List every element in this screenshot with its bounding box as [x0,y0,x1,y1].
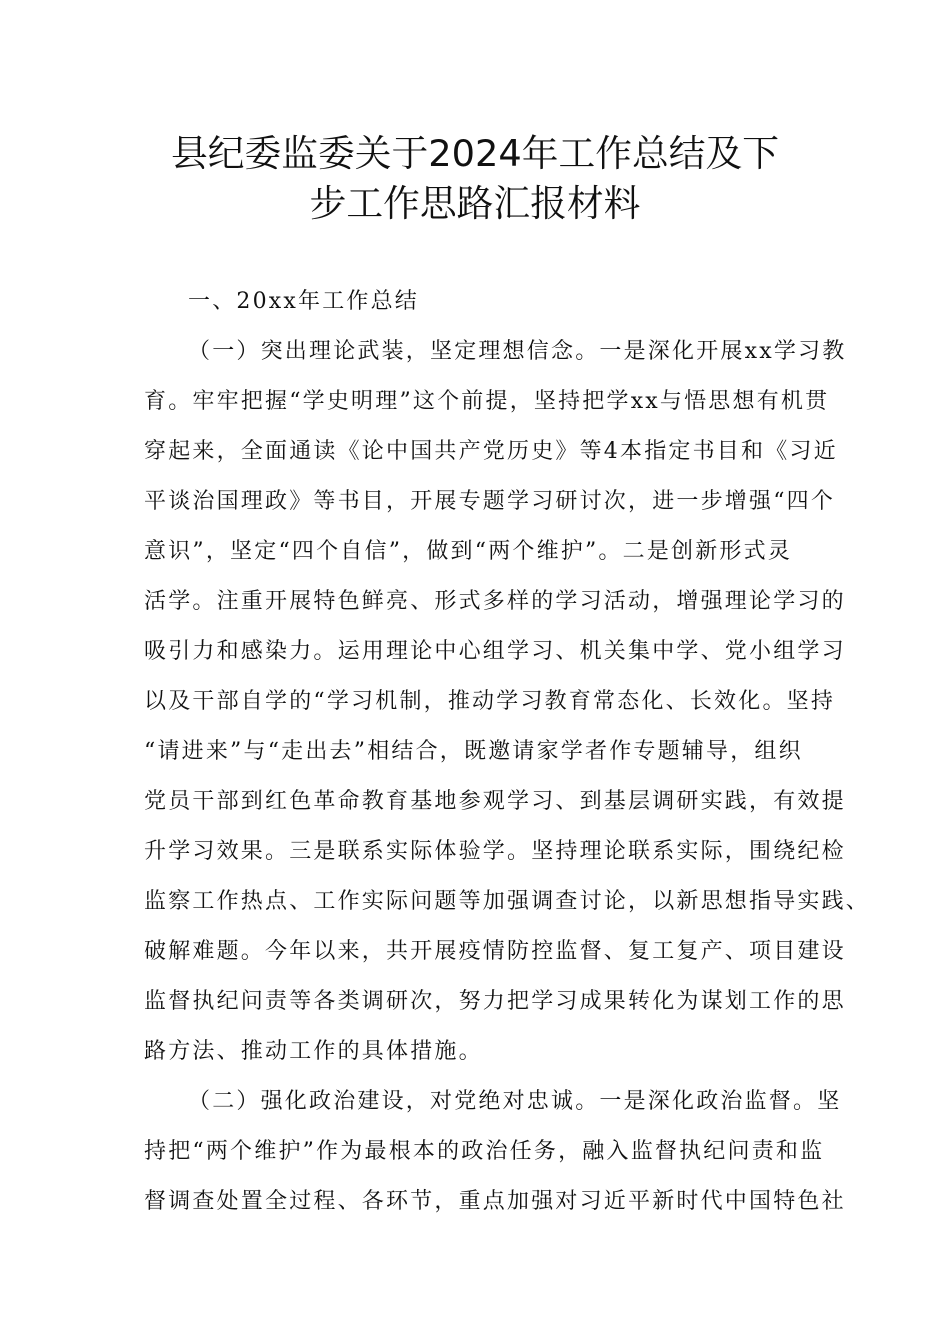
document-title-line-1: 县纪委监委关于2024年工作总结及下 [170,132,780,175]
paragraph1-line: 意识”，坚定“四个自信”，做到“两个维护”。二是创新形式灵 [144,539,793,564]
section-heading: 一、20xx年工作总结 [188,289,420,314]
paragraph1-line: 党员干部到红色革命教育基地参观学习、到基层调研实践，有效提 [144,789,846,814]
paragraph2-line: （二）强化政治建设，对党绝对忠诚。一是深化政治监督。坚 [188,1089,842,1114]
paragraph1-line: （一）突出理论武装，坚定理想信念。一是深化开展xx学习教 [188,339,847,364]
paragraph1-line: 以及干部自学的“学习机制，推动学习教育常态化、长效化。坚持 [144,689,836,714]
paragraph1-line: 升学习效果。三是联系实际体验学。坚持理论联系实际，围绕纪检 [144,839,846,864]
paragraph1-line: “请进来”与“走出去”相结合，既邀请家学者作专题辅导，组织 [144,739,803,764]
paragraph1-line: 育。牢牢把握“学史明理”这个前提，坚持把学xx与悟思想有机贯 [144,389,830,414]
paragraph2-line: 持把“两个维护”作为最根本的政治任务，融入监督执纪问责和监 [144,1139,825,1164]
paragraph1-line: 平谈治国理政》等书目，开展专题学习研讨次，进一步增强“四个 [144,489,836,514]
paragraph1-line: 监察工作热点、工作实际问题等加强调查讨论，以新思想指导实践、 [144,889,871,914]
document-title-line-2: 步工作思路汇报材料 [309,182,641,225]
paragraph2-line: 督调查处置全过程、各环节，重点加强对习近平新时代中国特色社 [144,1189,846,1214]
paragraph1-line: 监督执纪问责等各类调研次，努力把学习成果转化为谋划工作的思 [144,989,846,1014]
paragraph1-line: 路方法、推动工作的具体措施。 [144,1039,483,1064]
paragraph1-line: 破解难题。今年以来，共开展疫情防控监督、复工复产、项目建设 [144,939,846,964]
paragraph1-line: 活学。注重开展特色鲜亮、形式多样的学习活动，增强理论学习的 [144,589,846,614]
paragraph1-line: 吸引力和感染力。运用理论中心组学习、机关集中学、党小组学习 [144,639,846,664]
paragraph1-line: 穿起来，全面通读《论中国共产党历史》等4本指定书目和《习近 [144,439,838,464]
